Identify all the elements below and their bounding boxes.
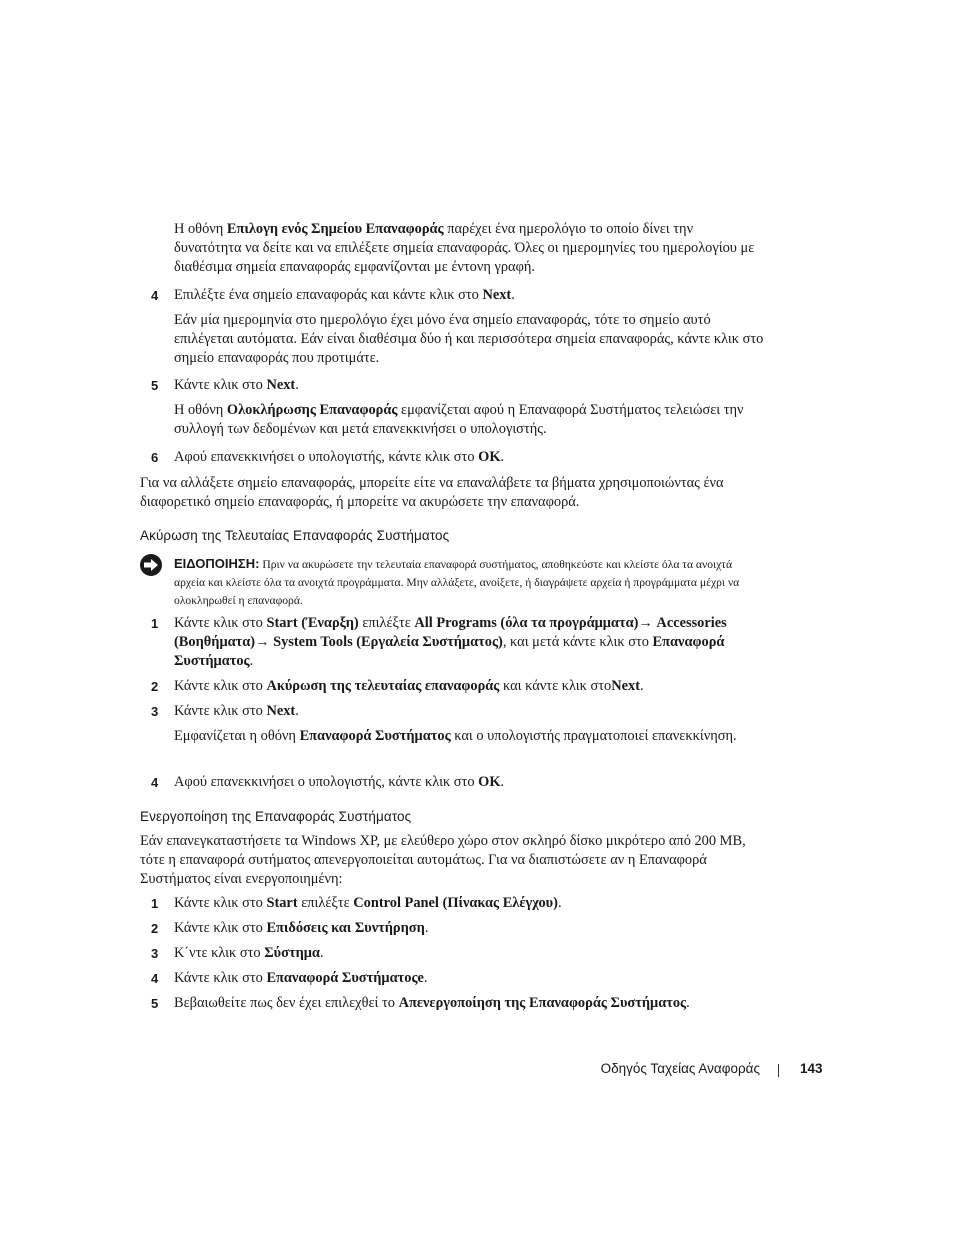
text: Κάντε κλικ στο bbox=[174, 615, 267, 631]
text: . bbox=[500, 449, 505, 465]
step-text bbox=[174, 773, 764, 792]
change-paragraph: Για να αλλάξετε σημείο επαναφοράς, μπορείτε είτε να επαναλάβετε τα βήματα χρησιμοποιώντας ένα διαφορετικό σημείο επαναφοράς, ή μπορείτε να ακυρώσετε την επαναφορά. bbox=[140, 475, 724, 510]
text: . bbox=[249, 653, 254, 669]
bold-term: Accessories (Βοηθήματα) bbox=[174, 615, 727, 650]
step-number: 2 bbox=[151, 921, 159, 936]
bold-term: Start bbox=[266, 895, 298, 911]
section-heading: Ενεργοποίηση της Επαναφοράς Συστήματος bbox=[140, 809, 412, 824]
section-heading: Ακύρωση της Τελευταίας Επαναφοράς Συστήματος bbox=[140, 528, 450, 543]
bold-term: Επιδόσεις και Συντήρηση bbox=[266, 920, 425, 936]
text: Αφού επανεκκινήσει ο υπολογιστής, κάντε κλικ στο bbox=[174, 449, 479, 465]
bold-term: Next bbox=[266, 377, 296, 393]
text: , και μετά κάντε κλικ στο bbox=[502, 634, 653, 650]
text: Κάντε κλικ στο bbox=[174, 678, 267, 694]
text: Επιλέξτε ένα σημείο επαναφοράς και κάντε κλικ στο bbox=[174, 287, 483, 303]
footer-title: Οδηγός Ταχείας Αναφοράς bbox=[600, 1061, 760, 1076]
text: . bbox=[295, 703, 299, 719]
arrow: → bbox=[255, 634, 274, 650]
notice-arrow-icon bbox=[139, 553, 163, 577]
text: . bbox=[319, 945, 324, 961]
step-note bbox=[174, 401, 764, 439]
text: Πριν να ακυρώσετε την τελευταία επαναφορά συστήματος, αποθηκεύστε και κλείστε όλα τα ανοιχτά αρχεία και κλείστε όλα τα ανοιχτά προγράμματα. Μην αλλάξετε, ανοίξετε, ή διαγράψετε αρχεία ή προγράμματα μέχρι να ολοκληρωθεί η επαναφορά. bbox=[174, 558, 740, 607]
step-number: 5 bbox=[151, 378, 159, 393]
text: . bbox=[557, 895, 562, 911]
text: επιλέξτε bbox=[358, 615, 415, 631]
bold-term: Next bbox=[266, 703, 296, 719]
text: επιλέξτε bbox=[297, 895, 354, 911]
intro-paragraph bbox=[174, 220, 764, 277]
bold-term: Ολοκλήρωσης Επαναφοράς bbox=[226, 402, 398, 418]
step-text bbox=[174, 944, 764, 963]
bold-term: Next bbox=[611, 678, 641, 694]
text: Αφού επανεκκινήσει ο υπολογιστής, κάντε κλικ στο bbox=[174, 774, 479, 790]
step-text bbox=[174, 448, 764, 467]
step-text bbox=[174, 919, 764, 938]
footer-separator bbox=[778, 1064, 779, 1077]
bold-term: Next bbox=[482, 287, 512, 303]
step-text bbox=[174, 614, 764, 671]
text: και ο υπολογιστής πραγματοποιεί επανεκκίνηση. bbox=[450, 728, 737, 744]
bold-term: Σύστημα bbox=[264, 945, 320, 961]
text: Κάντε κλικ στο bbox=[174, 377, 267, 393]
text: Κάντε κλικ στο bbox=[174, 703, 267, 719]
step-note: Εάν μία ημερομηνία στο ημερολόγιο έχει μόνο ένα σημείο επαναφοράς, τότε το σημείο αυτό επιλέγεται αυτόματα. Εάν είναι διαθέσιμα δύο ή και περισσότερα σημεία επαναφοράς, κάντε κλικ στο σημείο επαναφοράς που προτιμάτε. bbox=[174, 312, 764, 366]
step-number: 6 bbox=[151, 450, 159, 465]
text: Κάντε κλικ στο bbox=[174, 895, 267, 911]
page-number: 143 bbox=[800, 1061, 823, 1076]
step-text bbox=[174, 376, 764, 395]
arrow: → bbox=[638, 615, 657, 631]
bold-term: All Programs (όλα τα προγράμματα) bbox=[414, 615, 639, 631]
step-text bbox=[174, 286, 764, 305]
step-text bbox=[174, 994, 764, 1013]
text: Κάντε κλικ στο bbox=[174, 970, 267, 986]
step-number: 4 bbox=[151, 288, 159, 303]
text: . bbox=[295, 377, 299, 393]
text: Κάντε κλικ στο bbox=[174, 920, 267, 936]
bold-term: Control Panel (Πίνακας Ελέγχου) bbox=[353, 895, 558, 911]
bold-term: Start (Έναρξη) bbox=[266, 615, 359, 631]
step-text bbox=[174, 894, 764, 913]
step-number: 2 bbox=[151, 679, 159, 694]
text: . bbox=[686, 995, 690, 1011]
text: Εμφανίζεται η οθόνη bbox=[174, 728, 300, 744]
bold-term: Επαναφορά Συστήματος bbox=[174, 634, 725, 669]
notice-label: ΕΙΔΟΠΟΙΗΣΗ: bbox=[174, 556, 260, 571]
text: . bbox=[511, 287, 515, 303]
bold-term: Απενεργοποίηση της Επαναφοράς Συστήματος bbox=[398, 995, 687, 1011]
text: . bbox=[423, 970, 428, 986]
step-number: 1 bbox=[151, 896, 159, 911]
text: . bbox=[424, 920, 429, 936]
bold-term: Επιλογη ενός Σημείου Επαναφοράς bbox=[226, 221, 444, 237]
text: . bbox=[640, 678, 644, 694]
text: παρέχει ένα ημερολόγιο το οποίο δίνει την δυνατότητα να δείτε και να επιλέξετε σημεία επαναφοράς. Όλες οι ημερομηνίες του ημερολογίου με διαθέσιμα σημεία επαναφοράς εμφανίζονται με έντονη γραφή. bbox=[174, 221, 755, 275]
text: και κάντε κλικ στο bbox=[499, 678, 612, 694]
notice-text bbox=[174, 555, 764, 610]
step-text bbox=[174, 702, 764, 721]
bold-term: Επαναφορά Συστήματος bbox=[299, 728, 451, 744]
step-number: 3 bbox=[151, 704, 159, 719]
step-text bbox=[174, 677, 764, 696]
step-number: 4 bbox=[151, 971, 159, 986]
bold-term: OK bbox=[478, 449, 501, 465]
bold-term: Επαναφορά Συστήματοςe bbox=[266, 970, 424, 986]
text: εμφανίζεται αφού η Επαναφορά Συστήματος τελειώσει την συλλογή των δεδομένων και μετά επανεκκινήσει ο υπολογιστής. bbox=[174, 402, 744, 437]
text: Η οθόνη bbox=[174, 221, 227, 237]
text: Η οθόνη bbox=[174, 402, 227, 418]
step-number: 1 bbox=[151, 616, 159, 631]
step-text bbox=[174, 969, 764, 988]
step-number: 4 bbox=[151, 775, 159, 790]
step-number: 3 bbox=[151, 946, 159, 961]
bold-term: System Tools (Εργαλεία Συστήματος) bbox=[273, 634, 503, 650]
text: . bbox=[500, 774, 505, 790]
text: Κ΄ντε κλικ στο bbox=[174, 945, 265, 961]
step-note bbox=[174, 727, 764, 746]
text: Βεβαιωθείτε πως δεν έχει επιλεχθεί το bbox=[174, 995, 399, 1011]
section-intro: Εάν επανεγκαταστήσετε τα Windows XP, με ελεύθερο χώρο στον σκληρό δίσκο μικρότερο από 200 MB, τότε η επαναφορά συτήματος απενεργοποιείται αυτομάτως. Για να διαπιστώσετε αν η Επαναφορά Συστήματος είναι ενεργοποιημένη: bbox=[140, 833, 746, 887]
bold-term: OK bbox=[478, 774, 501, 790]
bold-term: Ακύρωση της τελευταίας επαναφοράς bbox=[266, 678, 500, 694]
step-number: 5 bbox=[151, 996, 159, 1011]
